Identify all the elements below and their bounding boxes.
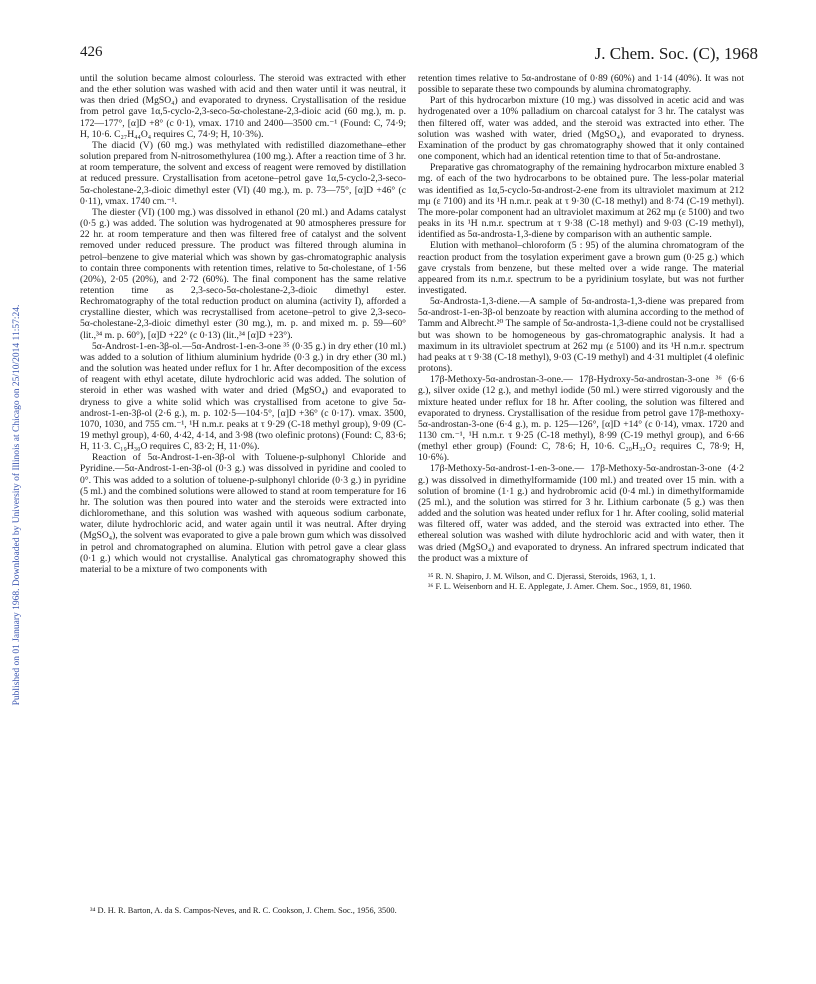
paragraph: Elution with methanol–chloroform (5 : 95) of the alumina chromatogram of the reaction product from the tosylation experiment gave a brown gum (0·25 g.) which gave crystals from benzene, but these melted over a wide range. The material appeared from its n.m.r. spectrum to be a pyridinium tosylate, but was not further investigated. <box>418 240 744 296</box>
paragraph: Reaction of 5α-Androst-1-en-3β-ol with Toluene-p-sulphonyl Chloride and Pyridine.—5α-Androst-1-en-3β-ol (0·3 g.) was dissolved in pyridine and cooled to 0°. This was added to a solution of toluene-p-sulphonyl chloride (0·3 g.) in pyridine (5 ml.) and the combined solutions were allowed to stand at room temperature for 16 hr. The solution was then poured into water and the steroids were extracted into dichloromethane, and this solution was washed with aqueous sodium carbonate, water, dilute hydrochloric acid, and water again until it was neutral. After drying (MgSO₄), the solvent was evaporated to give a pale brown gum which was dissolved in petrol and chromatographed on alumina. Elution with petrol gave a clear glass (0·1 g.) which would not crystallise. Analytical gas chromatography showed this material to be a mixture of two components with <box>80 452 406 575</box>
paragraph: 17β-Methoxy-5α-androstan-3-one.— 17β-Hydroxy-5α-androstan-3-one ³⁶ (6·6 g.), silver oxide (12 g.), and methyl iodide (50 ml.) were stirred vigorously and the mixture heated under reflux for 18 hr. After cooling, the solution was filtered and evaporated to dryness. Crystallisation of the residue from petrol gave 17β-methoxy-5α-androstan-3-one (6·4 g.), m. p. 125—126°, [α]D +14° (c 0·14), νmax. 1720 and 1130 cm.⁻¹, ¹H n.m.r. τ 9·25 (C-18 methyl), 8·99 (C-19 methyl group), and 6·66 (methyl ether group) (Found: C, 78·6; H, 10·6. C₂₀H₃₂O₂ requires C, 78·9; H, 10·6%). <box>418 374 744 464</box>
paragraph: The diacid (V) (60 mg.) was methylated with redistilled diazomethane–ether solution prepared from N-nitrosomethylurea (100 mg.). After a reaction time of 3 hr. at room temperature, the solvent and excess of reagent were removed by distillation at reduced pressure. Crystallisation from acetone–petrol gave 1α,5-cyclo-2,3-seco-5α-cholestane-2,3-dioic dimethyl ester (VI) (40 mg.), m. p. 73—75°, [α]D +46° (c 0·11), νmax. 1740 cm.⁻¹. <box>80 139 406 207</box>
paragraph: Part of this hydrocarbon mixture (10 mg.) was dissolved in acetic acid and was hydrogenated over a 10% palladium on charcoal catalyst for 3 hr. The catalyst was then filtered off, water was added, and the steroid was extracted into ether. The solution was washed with water, dried (MgSO₄), and evaporated to dryness. Examination of the product by gas chromatography showed that it only contained one component, which had an identical retention time to that of 5α-androstane. <box>418 95 744 163</box>
footnote: ³⁶ F. L. Weisenborn and H. E. Applegate, J. Amer. Chem. Soc., 1959, 81, 1960. <box>428 582 692 592</box>
paragraph: 17β-Methoxy-5α-androst-1-en-3-one.— 17β-Methoxy-5α-androstan-3-one (4·2 g.) was dissolved in dimethylformamide (100 ml.) and treated over 15 min. with a solution of bromine (1·1 g.) and hydrobromic acid (0·4 ml.) in dimethylformamide (25 ml.), and the solution was stirred for 3 hr. Lithium carbonate (5 g.) was then added and the solution was heated under reflux for 1 hr. After cooling, solid material was filtered off, water was added, and the steroid was extracted into ether. The ethereal solution was washed with dilute hydrochloric acid and with water, then it was dried (MgSO₄) and evaporated to dryness. An infrared spectrum indicated that the product was a mixture of <box>418 463 744 564</box>
footnote: ³⁴ D. H. R. Barton, A. da S. Campos-Neves, and R. C. Cookson, J. Chem. Soc., 1956, 3500. <box>90 906 397 915</box>
journal-header: J. Chem. Soc. (C), 1968 <box>594 44 758 63</box>
left-footnotes <box>80 906 406 916</box>
paragraph: until the solution became almost colourless. The steroid was extracted with ether and the ether solution was washed with acid and then water until it was neutral, it was then dried (MgSO₄) and evaporated to dryness. Crystallisation of the residue from petrol gave 1α,5-cyclo-2,3-seco-5α-cholestane-2,3-dioic acid (60 mg.), m. p. 172—177°, [α]D +8° (c 0·1), νmax. 1710 and 2400—3500 cm.⁻¹ (Found: C, 74·9; H, 10·6. C₂₇H₄₄O₄ requires C, 74·9; H, 10·3%). <box>80 73 406 140</box>
right-column <box>418 73 744 592</box>
paragraph: Preparative gas chromatography of the remaining hydrocarbon mixture enabled 3 mg. of each of the two hydrocarbons to be obtained pure. The less-polar material was identified as 1α,5-cyclo-5α-androst-2-ene from its ultraviolet maximum at 212 mμ (ε 7100) and its ¹H n.m.r. peak at τ 9·30 (C-18 methyl) and 8·74 (C-19 methyl). The more-polar component had an ultraviolet maximum at 262 mμ (ε 5100) and two peaks in its ¹H n.m.r. spectrum at τ 9·38 (C-18 methyl) and 9·03 (C-19 methyl), identified as 5α-androsta-1,3-diene by comparison with an authentic sample. <box>418 162 744 241</box>
download-side-note-text: Published on 01 January 1968. Downloaded by University of Illinois at Chicago on 25/10/2014 11:57:24. <box>12 304 22 706</box>
left-column <box>80 73 406 575</box>
paragraph: 5α-Androst-1-en-3β-ol.—5α-Androst-1-en-3-one ³⁵ (0·35 g.) in dry ether (10 ml.) was added to a solution of lithium aluminium hydride (0·3 g.) in dry ether (30 ml.) and the solution was heated under reflux for 1 hr. After decomposition of the excess of reagent with ethyl acetate, dilute hydrochloric acid was added. The solution of steroid in ether was washed with water and dried (MgSO₄) and evaporated to dryness to give a white solid which was crystallised from acetone to give 5α-androst-1-en-3β-ol (2·6 g.), m. p. 102·5—104·5°, [α]D +36° (c 0·17). νmax. 3500, 1070, 1030, and 755 cm.⁻¹, ¹H n.m.r. peaks at τ 9·29 (C-18 methyl group), 9·09 (C-19 methyl group), 4·60, 4·42, 4·14, and 3·98 (two olefinic protons) (Found: C, 83·6; H, 11·3. C₁₉H₃₀O requires C, 83·2; H, 11·0%). <box>80 340 406 453</box>
footnote: ³⁵ R. N. Shapiro, J. M. Wilson, and C. Djerassi, Steroids, 1963, 1, 1. <box>428 571 656 581</box>
download-side-note[interactable] <box>10 75 24 935</box>
paragraph: 5α-Androsta-1,3-diene.—A sample of 5α-androsta-1,3-diene was prepared from 5α-androst-1-en-3β-ol benzoate by reaction with alumina according to the method of Tamm and Albrecht.²⁰ The sample of 5α-androsta-1,3-diene could not be crystallised but was shown to be homogeneous by gas-chromatographic analysis. It had a maximum in its ultraviolet spectrum at 262 mμ (ε 5100) and its ¹H n.m.r. spectrum had peaks at τ 9·38 (C-18 methyl), 9·03 (C-19 methyl) and 4·31 multiplet (4 olefinic protons). <box>418 296 744 375</box>
page-number: 426 <box>80 44 103 60</box>
paragraph: The diester (VI) (100 mg.) was dissolved in ethanol (20 ml.) and Adams catalyst (0·5 g.) was added. The solution was hydrogenated at 90 atmospheres pressure for 22 hr. at room temperature and then was filtered free of catalyst and the solvent removed under reduced pressure. The product was filtered through alumina in petrol–benzene to give material which was shown by gas-chromatographic analysis to contain three components with retention times, relative to 5α-cholestane, of 1·56 (20%), 2·05 (20%), and 2·72 (60%). The final component has the same relative retention time as 2,3-seco-5α-cholestane-2,3-dioic dimethyl ester. Rechromatography of the total reduction product on alumina (activity I), afforded a crystalline diester, which was recrystallised from acetone–petrol to give 2,3-seco-5α-cholestane-2,3-dioic dimethyl ester (30 mg.), m. p. and mixed m. p. 59—60° (lit.,³⁴ m. p. 60°), [α]D +22° (c 0·13) (lit.,³⁴ [α]D +23°). <box>80 206 406 341</box>
right-footnotes <box>418 572 744 592</box>
paragraph: retention times relative to 5α-androstane of 0·89 (60%) and 1·14 (40%). It was not possible to separate these two compounds by alumina chromatography. <box>418 73 744 96</box>
